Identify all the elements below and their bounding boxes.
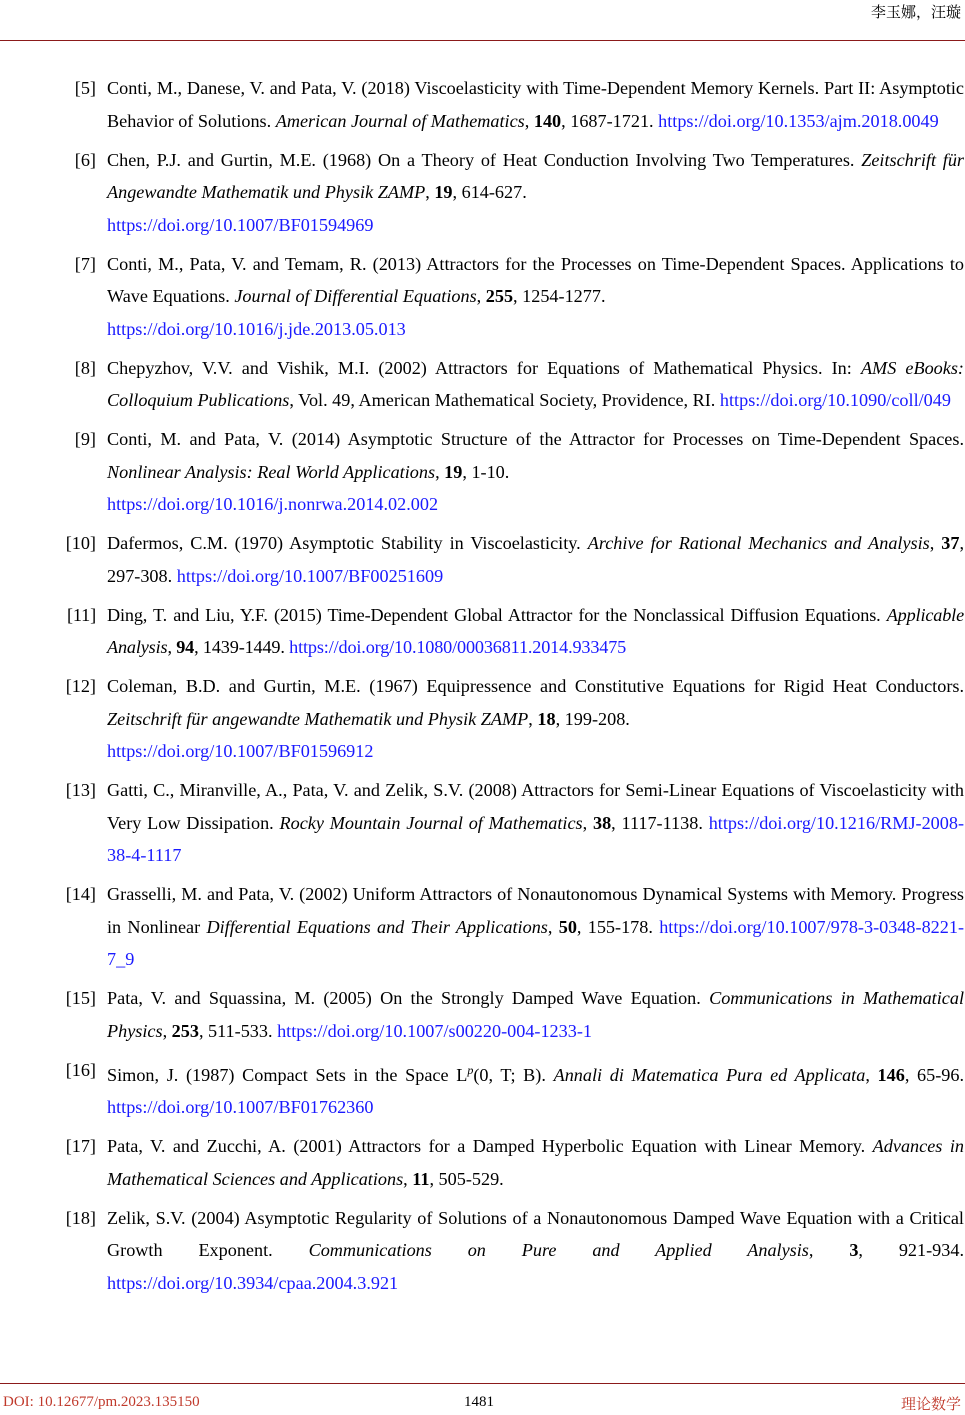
page-number: 1481 — [464, 1394, 494, 1410]
reference-item: [14] Grasselli, M. and Pata, V. (2002) Uniform Attractors of Nonautonomous Dynamical Systems with Memory. Progress in Nonlinear Differential Equations and Their Applications, 50, 155-178. https://doi.org/10.1007/978-3-0348-8221-7_9 — [0, 878, 965, 976]
journal-name: Applicable Analysis — [107, 604, 964, 657]
doi-link[interactable]: https://doi.org/10.3934/cpaa.2004.3.921 — [107, 1272, 399, 1293]
doi-link[interactable]: https://doi.org/10.1007/s00220-004-1233-1 — [277, 1020, 592, 1041]
volume: 11 — [412, 1168, 430, 1189]
volume: 140 — [533, 110, 562, 131]
doi-link[interactable]: https://doi.org/10.1016/j.nonrwa.2014.02.002 — [107, 494, 439, 514]
reference-number: [9] — [74, 429, 96, 449]
journal-name: Journal of Differential Equations — [234, 286, 477, 306]
reference-item: [5] Conti, M., Danese, V. and Pata, V. (2018) Viscoelasticity with Time-Dependent Memory Kernels. Part II: Asymptotic Behavior of Solutions. American Journal of Mathematics, 140, 1687-1721. https://doi.org/10.1353/ajm.2018.0049 — [0, 72, 965, 137]
doi-link[interactable]: https://doi.org/10.1353/ajm.2018.0049 — [658, 110, 939, 131]
page-footer — [0, 1383, 965, 1415]
volume: 253 — [171, 1020, 199, 1041]
volume: 18 — [537, 708, 556, 729]
reference-text: Ding, T. and Liu, Y.F. (2015) Time-Dependent Global Attractor for the Nonclassical Diffusion Equations. — [107, 604, 887, 625]
reference-text: Conti, M., Pata, V. and Temam, R. (2013) Attractors for the Processes on Time-Dependent Spaces. Applications to Wave Equations. — [107, 253, 964, 306]
reference-number: [11] — [66, 604, 96, 625]
reference-list — [0, 72, 965, 1306]
reference-number: [18] — [65, 1207, 96, 1228]
reference-text: Conti, M. and Pata, V. (2014) Asymptotic Structure of the Attractor for Processes on Time-Dependent Spaces. — [107, 429, 964, 449]
reference-text: Gatti, C., Miranville, A., Pata, V. and Zelik, S.V. (2008) Attractors for Semi-Linear Equations of Viscoelasticity with Very Low Dissipation. — [107, 780, 964, 833]
volume: 19 — [434, 182, 453, 202]
volume: 50 — [558, 916, 577, 937]
volume: 37 — [941, 533, 960, 553]
reference-number: [7] — [74, 253, 96, 274]
reference-number: [17] — [65, 1136, 96, 1157]
reference-text: Chen, P.J. and Gurtin, M.E. (1968) On a Theory of Heat Conduction Involving Two Temperatures. — [107, 149, 862, 170]
journal-name: Archive for Rational Mechanics and Analysis — [587, 533, 930, 553]
reference-text: Grasselli, M. and Pata, V. (2002) Uniform Attractors of Nonautonomous Dynamical Systems with Memory. Progress in Nonlinear — [107, 884, 964, 937]
journal-name: Differential Equations and Their Applications — [206, 916, 548, 937]
reference-text: Conti, M., Danese, V. and Pata, V. (2018) Viscoelasticity with Time-Dependent Memory Kernels. Part II: Asymptotic Behavior of Solutions. — [107, 78, 964, 131]
volume: 19 — [444, 461, 463, 482]
volume: 38 — [592, 812, 612, 833]
footer-journal-name: 理论数学 — [900, 1395, 961, 1413]
footer-doi[interactable]: DOI: 10.12677/pm.2023.135150 — [3, 1394, 200, 1410]
reference-item: [16] Simon, J. (1987) Compact Sets in the Space $L^p(0$, T; B). Annali di Matematica Pura ed Applicata, 146, 65-96. https://doi.org/10.1007/BF01762360 — [0, 1054, 965, 1124]
reference-text: Zelik, S.V. (2004) Asymptotic Regularity of Solutions of a Nonautonomous Damped Wave Equation with a Critical Growth Exponent. — [107, 1207, 964, 1261]
journal-name: Annali di Matematica Pura ed Applicata — [553, 1064, 866, 1085]
reference-number: [15] — [65, 988, 96, 1008]
doi-link[interactable]: https://doi.org/10.1016/j.jde.2013.05.013 — [107, 318, 406, 339]
journal-name: AMS eBooks: Colloquium Publications — [107, 357, 964, 410]
reference-number: [8] — [74, 357, 96, 378]
reference-number: [16] — [65, 1059, 96, 1080]
reference-item: [9] Conti, M. and Pata, V. (2014) Asymptotic Structure of the Attractor for Processes on Time-Dependent Spaces. Nonlinear Analysis: Real World Applications, 19, 1-10. https://doi.org/10.1016/j.nonrwa.2014.02.002 — [0, 423, 965, 521]
reference-item: [15] Pata, V. and Squassina, M. (2005) On the Strongly Damped Wave Equation. Communications in Mathematical Physics, 253, 511-533. https://doi.org/10.1007/s00220-004-1233-1 — [0, 982, 965, 1047]
reference-number: [12] — [65, 676, 96, 696]
doi-link[interactable]: https://doi.org/10.1007/BF01594969 — [107, 214, 374, 235]
reference-text: Dafermos, C.M. (1970) Asymptotic Stability in Viscoelasticity. — [107, 533, 588, 553]
journal-name: Nonlinear Analysis: Real World Applications — [107, 461, 436, 482]
doi-link[interactable]: https://doi.org/10.1216/RMJ-2008-38-4-1117 — [107, 812, 965, 865]
journal-name: Communications on Pure and Applied Analysis — [308, 1240, 809, 1261]
reference-text: Simon, J. (1987) Compact Sets in the Space L — [107, 1064, 468, 1085]
journal-name: American Journal of Mathematics — [275, 110, 525, 131]
reference-item: [7] Conti, M., Pata, V. and Temam, R. (2013) Attractors for the Processes on Time-Dependent Spaces. Applications to Wave Equations. Journal of Differential Equations, 255, 1254-1277. https://doi.org/10.1016/j.jde.2013.05.013 — [0, 248, 965, 346]
doi-link[interactable]: https://doi.org/10.1007/BF01596912 — [107, 741, 374, 761]
reference-text: Coleman, B.D. and Gurtin, M.E. (1967) Equipressence and Constitutive Equations for Rigid Heat Conductors. — [107, 676, 964, 696]
reference-number: [13] — [65, 780, 96, 800]
running-head-authors: 李玉娜，汪璇 — [870, 3, 961, 21]
volume: 94 — [176, 637, 195, 657]
reference-item: [13] Gatti, C., Miranville, A., Pata, V. and Zelik, S.V. (2008) Attractors for Semi-Linear Equations of Viscoelasticity with Very Low Dissipation. Rocky Mountain Journal of Mathematics, 38, 1117-1138. https://doi.org/10.1216/RMJ-2008-38-4-1117 — [0, 774, 965, 872]
journal-name: Communications in Mathematical Physics — [107, 988, 964, 1041]
journal-name: Rocky Mountain Journal of Mathematics — [279, 812, 583, 833]
volume: 146 — [877, 1064, 905, 1085]
reference-item: [11] Ding, T. and Liu, Y.F. (2015) Time-Dependent Global Attractor for the Nonclassical Diffusion Equations. Applicable Analysis, 94, 1439-1449. https://doi.org/10.1080/00036811.2014.933475 — [0, 599, 965, 664]
doi-link[interactable]: https://doi.org/10.1090/coll/049 — [719, 390, 951, 410]
superscript: p — [467, 1062, 474, 1077]
journal-name: Advances in Mathematical Sciences and Applications — [107, 1136, 965, 1189]
doi-link[interactable]: https://doi.org/10.1007/BF00251609 — [176, 565, 444, 586]
reference-number: [14] — [65, 884, 96, 904]
reference-number: [10] — [65, 533, 96, 553]
reference-text: Chepyzhov, V.V. and Vishik, M.I. (2002) Attractors for Equations of Mathematical Physics. In: — [107, 357, 861, 378]
journal-name: Zeitschrift für angewandte Mathematik und Physik ZAMP — [107, 708, 529, 729]
page-header — [0, 0, 965, 41]
reference-item: [12] Coleman, B.D. and Gurtin, M.E. (1967) Equipressence and Constitutive Equations for Rigid Heat Conductors. Zeitschrift für angewandte Mathematik und Physik ZAMP, 18, 199-208. https://doi.org/10.1007/BF01596912 — [0, 670, 965, 768]
volume: 255 — [485, 286, 514, 306]
reference-item: [18] Zelik, S.V. (2004) Asymptotic Regularity of Solutions of a Nonautonomous Damped Wave Equation with a Critical Growth Exponent. Communications on Pure and Applied Analysis, 3, 921-934. https://doi.org/10.3934/cpaa.2004.3.921 — [0, 1202, 965, 1300]
reference-item: [8] Chepyzhov, V.V. and Vishik, M.I. (2002) Attractors for Equations of Mathematical Physics. In: AMS eBooks: Colloquium Publications, Vol. 49, American Mathematical Society, Providence, RI. https://doi.org/10.1090/coll/049 — [0, 352, 965, 417]
reference-text: Pata, V. and Squassina, M. (2005) On the Strongly Damped Wave Equation. — [107, 988, 710, 1008]
journal-name: Zeitschrift für Angewandte Mathematik und Physik ZAMP — [107, 149, 964, 202]
reference-item: [17] Pata, V. and Zucchi, A. (2001) Attractors for a Damped Hyperbolic Equation with Linear Memory. Advances in Mathematical Sciences and Applications, 11, 505-529. — [0, 1130, 965, 1195]
reference-number: [5] — [74, 78, 96, 98]
doi-link[interactable]: https://doi.org/10.1007/BF01762360 — [107, 1097, 374, 1118]
doi-link[interactable]: https://doi.org/10.1080/00036811.2014.933475 — [289, 637, 627, 657]
reference-item: [6] Chen, P.J. and Gurtin, M.E. (1968) On a Theory of Heat Conduction Involving Two Temperatures. Zeitschrift für Angewandte Mathematik und Physik ZAMP, 19, 614-627. https://doi.org/10.1007/BF01594969 — [0, 144, 965, 242]
reference-number: [6] — [74, 149, 96, 170]
reference-item: [10] Dafermos, C.M. (1970) Asymptotic Stability in Viscoelasticity. Archive for Rational Mechanics and Analysis, 37, 297-308. https://doi.org/10.1007/BF00251609 — [0, 527, 965, 592]
volume: 3 — [849, 1240, 859, 1261]
reference-text: Pata, V. and Zucchi, A. (2001) Attractors for a Damped Hyperbolic Equation with Linear Memory. — [107, 1136, 873, 1157]
doi-link[interactable]: https://doi.org/10.1007/978-3-0348-8221-7_9 — [107, 916, 965, 969]
